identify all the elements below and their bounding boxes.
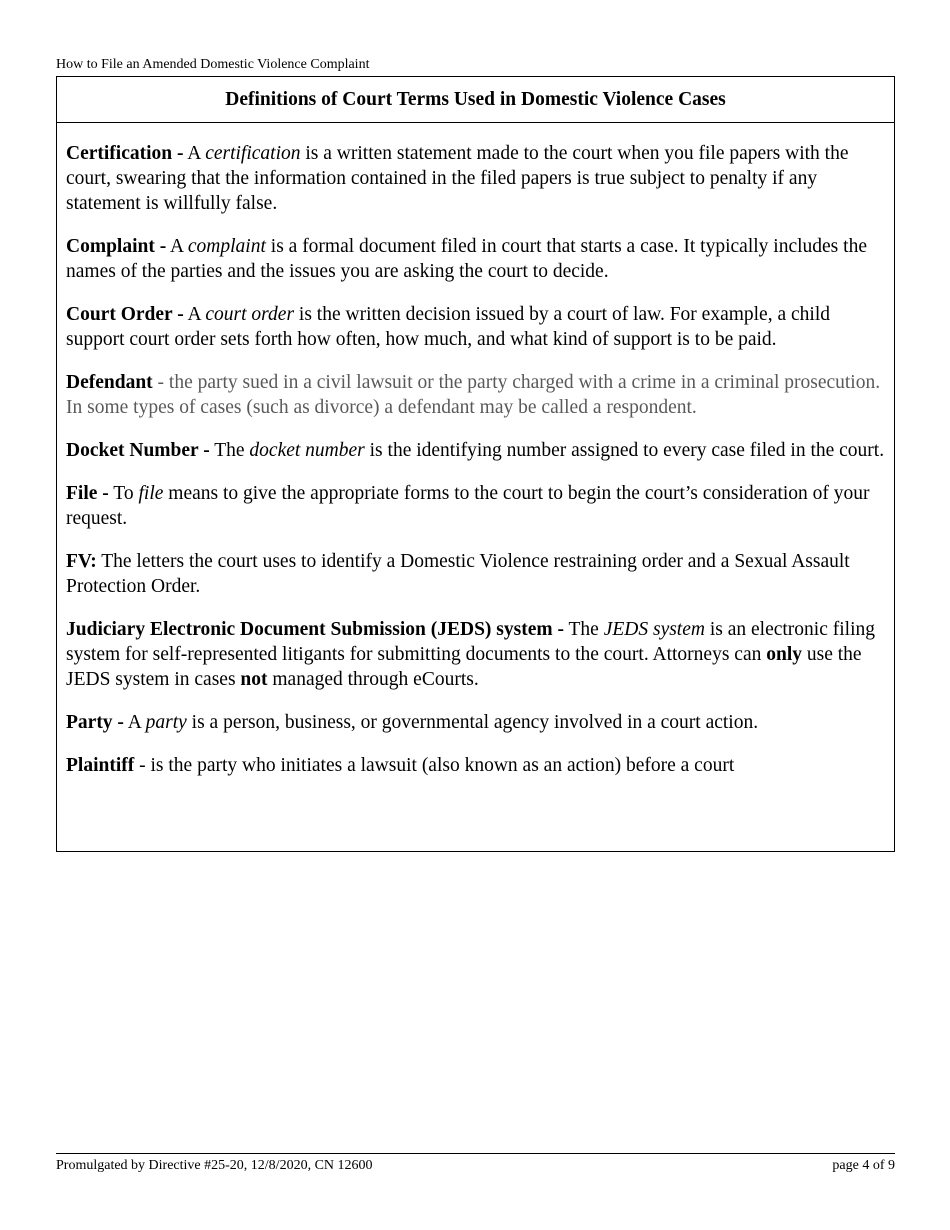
term-jeds: Judiciary Electronic Document Submission (JEDS) system - The JEDS system is an electronic filing system for self-represented litigants for submitting documents to the court. Attorneys can only use the JEDS system in cases not managed through eCourts.: [66, 619, 875, 690]
term-file: File - To file means to give the appropriate forms to the court to begin the court’s consideration of your request.: [66, 483, 870, 529]
term-name: File -: [66, 483, 109, 504]
footer-directive: Promulgated by Directive #25-20, 12/8/2020, CN 12600: [56, 1158, 373, 1173]
footer-page-number: page 4 of 9: [832, 1158, 895, 1173]
term-complaint: Complaint - A complaint is a formal document filed in court that starts a case. It typically includes the names of the parties and the issues you are asking the court to decide.: [66, 236, 867, 282]
term-court-order: Court Order - A court order is the written decision issued by a court of law. For example, a child support court order sets forth how often, how much, and what kind of support is to be paid.: [66, 304, 830, 350]
term-emphasis: court order: [205, 304, 295, 325]
term-emphasis: file: [138, 483, 164, 504]
term-name: Plaintiff: [66, 755, 135, 776]
term-emphasis: party: [145, 712, 187, 733]
term-name: FV:: [66, 551, 97, 572]
term-emphasis: complaint: [187, 236, 266, 257]
term-defendant: Defendant - the party sued in a civil lawsuit or the party charged with a crime in a criminal prosecution. In some types of cases (such as divorce) a defendant may be called a respondent.: [66, 372, 881, 418]
term-certification: Certification - A certification is a written statement made to the court when you file papers with the court, swearing that the information contained in the filed papers is true subject to penalty if any statement is willfully false.: [66, 143, 849, 214]
term-name: Certification -: [66, 143, 184, 164]
page-footer: [56, 1153, 895, 1174]
terms-list: [57, 123, 894, 778]
term-plaintiff: Plaintiff - is the party who initiates a lawsuit (also known as an action) before a court: [66, 755, 735, 776]
term-docket-number: Docket Number - The docket number is the identifying number assigned to every case filed in the court.: [66, 440, 885, 461]
emphasis-only: only: [766, 644, 802, 665]
definitions-box-title: Definitions of Court Terms Used in Domestic Violence Cases: [57, 77, 894, 123]
emphasis-not: not: [240, 669, 268, 690]
term-name: Party -: [66, 712, 124, 733]
term-name: Docket Number -: [66, 440, 210, 461]
running-header-title: How to File an Amended Domestic Violence Complaint: [56, 57, 370, 72]
term-name: Judiciary Electronic Document Submission (JEDS) system -: [66, 619, 564, 640]
term-emphasis: JEDS system: [603, 619, 705, 640]
term-emphasis: docket number: [249, 440, 365, 461]
definitions-box: [56, 76, 895, 852]
term-fv: FV: The letters the court uses to identify a Domestic Violence restraining order and a Sexual Assault Protection Order.: [66, 551, 850, 597]
term-name: Court Order -: [66, 304, 184, 325]
term-definition-muted: the party sued in a civil lawsuit or the party charged with a crime in a criminal prosecution. In some types of cases (such as divorce) a defendant may be called a respondent.: [66, 372, 881, 418]
term-emphasis: certification: [205, 143, 301, 164]
term-name: Defendant: [66, 372, 153, 393]
term-party: Party - A party is a person, business, or governmental agency involved in a court action.: [66, 712, 759, 733]
term-name: Complaint -: [66, 236, 167, 257]
